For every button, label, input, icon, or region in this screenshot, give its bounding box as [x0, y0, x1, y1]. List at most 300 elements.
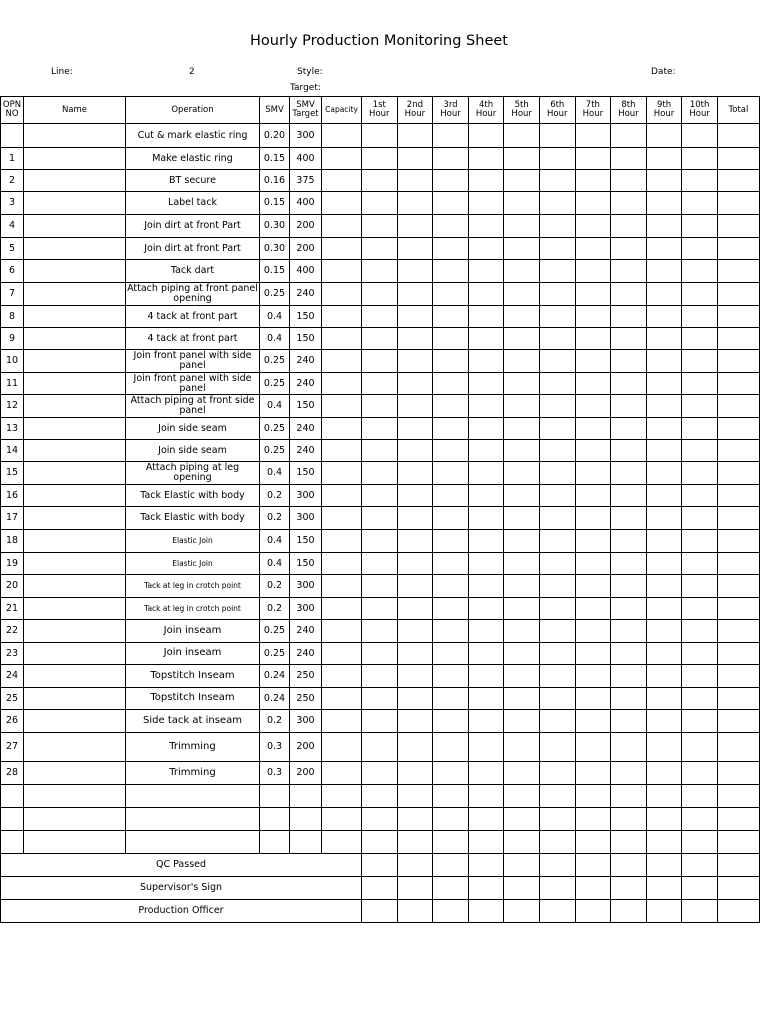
capacity-cell[interactable]: [322, 620, 362, 643]
hour-1-cell[interactable]: [362, 530, 398, 553]
total-cell[interactable]: [717, 462, 759, 485]
hour-2-cell[interactable]: [397, 688, 433, 710]
total-cell[interactable]: [717, 170, 759, 192]
hour-4-cell[interactable]: [468, 215, 504, 238]
total-cell[interactable]: [717, 485, 759, 507]
hour-8-cell[interactable]: [611, 733, 647, 762]
hour-1-cell[interactable]: [362, 665, 398, 688]
hour-3-cell[interactable]: [433, 710, 469, 733]
capacity-cell[interactable]: [322, 553, 362, 575]
hour-5-cell[interactable]: [504, 620, 540, 643]
operation-cell[interactable]: [126, 831, 260, 854]
hour-5-cell[interactable]: [504, 350, 540, 373]
hour-4-cell[interactable]: [468, 733, 504, 762]
hour-9-cell[interactable]: [646, 485, 682, 507]
hour-5-cell[interactable]: [504, 148, 540, 170]
hour-4-cell[interactable]: [468, 238, 504, 260]
hour-5-cell[interactable]: [504, 900, 540, 923]
hour-8-cell[interactable]: [611, 785, 647, 808]
hour-2-cell[interactable]: [397, 598, 433, 620]
hour-3-cell[interactable]: [433, 148, 469, 170]
hour-6-cell[interactable]: [539, 507, 575, 530]
hour-4-cell[interactable]: [468, 395, 504, 418]
capacity-cell[interactable]: [322, 785, 362, 808]
hour-8-cell[interactable]: [611, 575, 647, 598]
hour-9-cell[interactable]: [646, 215, 682, 238]
hour-1-cell[interactable]: [362, 485, 398, 507]
hour-9-cell[interactable]: [646, 643, 682, 665]
hour-6-cell[interactable]: [539, 440, 575, 462]
hour-3-cell[interactable]: [433, 620, 469, 643]
hour-5-cell[interactable]: [504, 440, 540, 462]
name-cell[interactable]: [24, 148, 126, 170]
hour-1-cell[interactable]: [362, 215, 398, 238]
capacity-cell[interactable]: [322, 643, 362, 665]
total-cell[interactable]: [717, 831, 759, 854]
hour-7-cell[interactable]: [575, 733, 611, 762]
hour-8-cell[interactable]: [611, 530, 647, 553]
hour-4-cell[interactable]: [468, 350, 504, 373]
capacity-cell[interactable]: [322, 148, 362, 170]
total-cell[interactable]: [717, 440, 759, 462]
total-cell[interactable]: [717, 643, 759, 665]
capacity-cell[interactable]: [322, 306, 362, 328]
hour-7-cell[interactable]: [575, 785, 611, 808]
hour-8-cell[interactable]: [611, 854, 647, 877]
hour-9-cell[interactable]: [646, 283, 682, 306]
hour-4-cell[interactable]: [468, 306, 504, 328]
name-cell[interactable]: [24, 238, 126, 260]
hour-6-cell[interactable]: [539, 306, 575, 328]
hour-7-cell[interactable]: [575, 688, 611, 710]
hour-7-cell[interactable]: [575, 575, 611, 598]
hour-5-cell[interactable]: [504, 373, 540, 395]
hour-2-cell[interactable]: [397, 620, 433, 643]
hour-5-cell[interactable]: [504, 598, 540, 620]
hour-9-cell[interactable]: [646, 373, 682, 395]
capacity-cell[interactable]: [322, 373, 362, 395]
hour-7-cell[interactable]: [575, 643, 611, 665]
hour-6-cell[interactable]: [539, 575, 575, 598]
hour-8-cell[interactable]: [611, 598, 647, 620]
total-cell[interactable]: [717, 733, 759, 762]
total-cell[interactable]: [717, 395, 759, 418]
hour-8-cell[interactable]: [611, 900, 647, 923]
hour-7-cell[interactable]: [575, 877, 611, 900]
hour-10-cell[interactable]: [682, 440, 718, 462]
hour-2-cell[interactable]: [397, 808, 433, 831]
name-cell[interactable]: [24, 620, 126, 643]
capacity-cell[interactable]: [322, 598, 362, 620]
hour-1-cell[interactable]: [362, 328, 398, 350]
hour-2-cell[interactable]: [397, 530, 433, 553]
hour-6-cell[interactable]: [539, 238, 575, 260]
capacity-cell[interactable]: [322, 808, 362, 831]
hour-2-cell[interactable]: [397, 900, 433, 923]
hour-6-cell[interactable]: [539, 688, 575, 710]
hour-6-cell[interactable]: [539, 900, 575, 923]
total-cell[interactable]: [717, 328, 759, 350]
hour-1-cell[interactable]: [362, 688, 398, 710]
hour-3-cell[interactable]: [433, 733, 469, 762]
hour-7-cell[interactable]: [575, 620, 611, 643]
hour-6-cell[interactable]: [539, 665, 575, 688]
hour-6-cell[interactable]: [539, 283, 575, 306]
hour-3-cell[interactable]: [433, 373, 469, 395]
hour-2-cell[interactable]: [397, 710, 433, 733]
name-cell[interactable]: [24, 373, 126, 395]
name-cell[interactable]: [24, 665, 126, 688]
hour-5-cell[interactable]: [504, 688, 540, 710]
hour-6-cell[interactable]: [539, 785, 575, 808]
hour-5-cell[interactable]: [504, 575, 540, 598]
hour-5-cell[interactable]: [504, 462, 540, 485]
total-cell[interactable]: [717, 215, 759, 238]
hour-3-cell[interactable]: [433, 328, 469, 350]
hour-6-cell[interactable]: [539, 643, 575, 665]
hour-5-cell[interactable]: [504, 643, 540, 665]
capacity-cell[interactable]: [322, 831, 362, 854]
hour-5-cell[interactable]: [504, 306, 540, 328]
total-cell[interactable]: [717, 530, 759, 553]
hour-9-cell[interactable]: [646, 762, 682, 785]
hour-8-cell[interactable]: [611, 462, 647, 485]
hour-7-cell[interactable]: [575, 238, 611, 260]
total-cell[interactable]: [717, 762, 759, 785]
hour-2-cell[interactable]: [397, 283, 433, 306]
hour-1-cell[interactable]: [362, 762, 398, 785]
hour-2-cell[interactable]: [397, 507, 433, 530]
hour-3-cell[interactable]: [433, 643, 469, 665]
capacity-cell[interactable]: [322, 350, 362, 373]
hour-10-cell[interactable]: [682, 192, 718, 215]
hour-7-cell[interactable]: [575, 124, 611, 148]
hour-3-cell[interactable]: [433, 688, 469, 710]
hour-3-cell[interactable]: [433, 507, 469, 530]
total-cell[interactable]: [717, 877, 759, 900]
hour-9-cell[interactable]: [646, 620, 682, 643]
hour-4-cell[interactable]: [468, 530, 504, 553]
capacity-cell[interactable]: [322, 418, 362, 440]
hour-9-cell[interactable]: [646, 395, 682, 418]
hour-8-cell[interactable]: [611, 373, 647, 395]
hour-9-cell[interactable]: [646, 350, 682, 373]
capacity-cell[interactable]: [322, 170, 362, 192]
hour-1-cell[interactable]: [362, 808, 398, 831]
hour-1-cell[interactable]: [362, 710, 398, 733]
hour-2-cell[interactable]: [397, 831, 433, 854]
total-cell[interactable]: [717, 124, 759, 148]
hour-1-cell[interactable]: [362, 854, 398, 877]
hour-6-cell[interactable]: [539, 620, 575, 643]
name-cell[interactable]: [24, 507, 126, 530]
hour-2-cell[interactable]: [397, 785, 433, 808]
name-cell[interactable]: [24, 553, 126, 575]
hour-5-cell[interactable]: [504, 395, 540, 418]
hour-10-cell[interactable]: [682, 733, 718, 762]
hour-2-cell[interactable]: [397, 854, 433, 877]
capacity-cell[interactable]: [322, 462, 362, 485]
hour-5-cell[interactable]: [504, 485, 540, 507]
hour-6-cell[interactable]: [539, 710, 575, 733]
hour-9-cell[interactable]: [646, 418, 682, 440]
hour-8-cell[interactable]: [611, 710, 647, 733]
hour-10-cell[interactable]: [682, 688, 718, 710]
hour-5-cell[interactable]: [504, 170, 540, 192]
capacity-cell[interactable]: [322, 395, 362, 418]
hour-6-cell[interactable]: [539, 733, 575, 762]
hour-1-cell[interactable]: [362, 643, 398, 665]
hour-10-cell[interactable]: [682, 260, 718, 283]
hour-7-cell[interactable]: [575, 418, 611, 440]
hour-8-cell[interactable]: [611, 124, 647, 148]
hour-6-cell[interactable]: [539, 328, 575, 350]
hour-1-cell[interactable]: [362, 877, 398, 900]
hour-8-cell[interactable]: [611, 418, 647, 440]
hour-10-cell[interactable]: [682, 124, 718, 148]
hour-7-cell[interactable]: [575, 260, 611, 283]
hour-2-cell[interactable]: [397, 733, 433, 762]
name-cell[interactable]: [24, 124, 126, 148]
hour-6-cell[interactable]: [539, 260, 575, 283]
hour-8-cell[interactable]: [611, 170, 647, 192]
hour-10-cell[interactable]: [682, 148, 718, 170]
hour-3-cell[interactable]: [433, 808, 469, 831]
total-cell[interactable]: [717, 575, 759, 598]
hour-9-cell[interactable]: [646, 260, 682, 283]
hour-2-cell[interactable]: [397, 260, 433, 283]
hour-8-cell[interactable]: [611, 643, 647, 665]
hour-5-cell[interactable]: [504, 418, 540, 440]
name-cell[interactable]: [24, 306, 126, 328]
hour-1-cell[interactable]: [362, 418, 398, 440]
name-cell[interactable]: [24, 170, 126, 192]
hour-7-cell[interactable]: [575, 598, 611, 620]
hour-7-cell[interactable]: [575, 507, 611, 530]
capacity-cell[interactable]: [322, 762, 362, 785]
hour-8-cell[interactable]: [611, 485, 647, 507]
hour-5-cell[interactable]: [504, 762, 540, 785]
hour-9-cell[interactable]: [646, 170, 682, 192]
hour-7-cell[interactable]: [575, 350, 611, 373]
hour-6-cell[interactable]: [539, 462, 575, 485]
hour-6-cell[interactable]: [539, 215, 575, 238]
name-cell[interactable]: [24, 710, 126, 733]
hour-4-cell[interactable]: [468, 620, 504, 643]
hour-10-cell[interactable]: [682, 328, 718, 350]
hour-4-cell[interactable]: [468, 785, 504, 808]
total-cell[interactable]: [717, 808, 759, 831]
name-cell[interactable]: [24, 530, 126, 553]
hour-5-cell[interactable]: [504, 192, 540, 215]
hour-4-cell[interactable]: [468, 328, 504, 350]
hour-9-cell[interactable]: [646, 148, 682, 170]
name-cell[interactable]: [24, 643, 126, 665]
hour-9-cell[interactable]: [646, 575, 682, 598]
capacity-cell[interactable]: [322, 733, 362, 762]
hour-1-cell[interactable]: [362, 148, 398, 170]
hour-2-cell[interactable]: [397, 553, 433, 575]
capacity-cell[interactable]: [322, 192, 362, 215]
hour-1-cell[interactable]: [362, 900, 398, 923]
hour-7-cell[interactable]: [575, 808, 611, 831]
hour-7-cell[interactable]: [575, 665, 611, 688]
hour-1-cell[interactable]: [362, 507, 398, 530]
hour-4-cell[interactable]: [468, 808, 504, 831]
hour-9-cell[interactable]: [646, 900, 682, 923]
name-cell[interactable]: [24, 260, 126, 283]
hour-1-cell[interactable]: [362, 553, 398, 575]
hour-4-cell[interactable]: [468, 260, 504, 283]
hour-2-cell[interactable]: [397, 350, 433, 373]
hour-8-cell[interactable]: [611, 688, 647, 710]
hour-9-cell[interactable]: [646, 854, 682, 877]
hour-5-cell[interactable]: [504, 665, 540, 688]
hour-3-cell[interactable]: [433, 192, 469, 215]
name-cell[interactable]: [24, 598, 126, 620]
name-cell[interactable]: [24, 733, 126, 762]
hour-8-cell[interactable]: [611, 395, 647, 418]
smv-cell[interactable]: [260, 785, 290, 808]
hour-7-cell[interactable]: [575, 395, 611, 418]
hour-3-cell[interactable]: [433, 598, 469, 620]
hour-9-cell[interactable]: [646, 598, 682, 620]
smv-target-cell[interactable]: [290, 785, 322, 808]
hour-5-cell[interactable]: [504, 831, 540, 854]
hour-3-cell[interactable]: [433, 350, 469, 373]
hour-1-cell[interactable]: [362, 170, 398, 192]
hour-2-cell[interactable]: [397, 215, 433, 238]
name-cell[interactable]: [24, 688, 126, 710]
total-cell[interactable]: [717, 688, 759, 710]
hour-9-cell[interactable]: [646, 688, 682, 710]
name-cell[interactable]: [24, 785, 126, 808]
name-cell[interactable]: [24, 762, 126, 785]
capacity-cell[interactable]: [322, 283, 362, 306]
hour-3-cell[interactable]: [433, 530, 469, 553]
hour-2-cell[interactable]: [397, 575, 433, 598]
hour-6-cell[interactable]: [539, 598, 575, 620]
total-cell[interactable]: [717, 620, 759, 643]
hour-4-cell[interactable]: [468, 877, 504, 900]
hour-10-cell[interactable]: [682, 462, 718, 485]
hour-10-cell[interactable]: [682, 762, 718, 785]
hour-2-cell[interactable]: [397, 762, 433, 785]
hour-2-cell[interactable]: [397, 148, 433, 170]
hour-8-cell[interactable]: [611, 440, 647, 462]
hour-3-cell[interactable]: [433, 215, 469, 238]
hour-8-cell[interactable]: [611, 877, 647, 900]
hour-9-cell[interactable]: [646, 877, 682, 900]
hour-2-cell[interactable]: [397, 462, 433, 485]
total-cell[interactable]: [717, 507, 759, 530]
hour-4-cell[interactable]: [468, 598, 504, 620]
hour-3-cell[interactable]: [433, 395, 469, 418]
name-cell[interactable]: [24, 283, 126, 306]
hour-6-cell[interactable]: [539, 530, 575, 553]
hour-9-cell[interactable]: [646, 507, 682, 530]
hour-4-cell[interactable]: [468, 283, 504, 306]
total-cell[interactable]: [717, 192, 759, 215]
hour-10-cell[interactable]: [682, 553, 718, 575]
hour-9-cell[interactable]: [646, 124, 682, 148]
hour-8-cell[interactable]: [611, 553, 647, 575]
hour-8-cell[interactable]: [611, 665, 647, 688]
hour-3-cell[interactable]: [433, 854, 469, 877]
hour-7-cell[interactable]: [575, 148, 611, 170]
hour-3-cell[interactable]: [433, 440, 469, 462]
hour-4-cell[interactable]: [468, 418, 504, 440]
hour-7-cell[interactable]: [575, 215, 611, 238]
hour-10-cell[interactable]: [682, 350, 718, 373]
hour-10-cell[interactable]: [682, 395, 718, 418]
hour-10-cell[interactable]: [682, 575, 718, 598]
hour-10-cell[interactable]: [682, 530, 718, 553]
hour-10-cell[interactable]: [682, 854, 718, 877]
hour-6-cell[interactable]: [539, 877, 575, 900]
hour-6-cell[interactable]: [539, 854, 575, 877]
hour-7-cell[interactable]: [575, 462, 611, 485]
hour-10-cell[interactable]: [682, 710, 718, 733]
hour-3-cell[interactable]: [433, 831, 469, 854]
total-cell[interactable]: [717, 785, 759, 808]
hour-10-cell[interactable]: [682, 170, 718, 192]
hour-8-cell[interactable]: [611, 148, 647, 170]
hour-4-cell[interactable]: [468, 192, 504, 215]
hour-1-cell[interactable]: [362, 283, 398, 306]
total-cell[interactable]: [717, 553, 759, 575]
smv-target-cell[interactable]: [290, 831, 322, 854]
hour-3-cell[interactable]: [433, 785, 469, 808]
hour-1-cell[interactable]: [362, 238, 398, 260]
hour-4-cell[interactable]: [468, 462, 504, 485]
hour-6-cell[interactable]: [539, 124, 575, 148]
hour-4-cell[interactable]: [468, 553, 504, 575]
capacity-cell[interactable]: [322, 328, 362, 350]
hour-10-cell[interactable]: [682, 418, 718, 440]
hour-4-cell[interactable]: [468, 831, 504, 854]
total-cell[interactable]: [717, 710, 759, 733]
hour-3-cell[interactable]: [433, 485, 469, 507]
hour-8-cell[interactable]: [611, 507, 647, 530]
hour-2-cell[interactable]: [397, 328, 433, 350]
operation-cell[interactable]: [126, 785, 260, 808]
hour-8-cell[interactable]: [611, 350, 647, 373]
hour-1-cell[interactable]: [362, 124, 398, 148]
name-cell[interactable]: [24, 575, 126, 598]
operation-cell[interactable]: [126, 808, 260, 831]
hour-10-cell[interactable]: [682, 306, 718, 328]
hour-9-cell[interactable]: [646, 831, 682, 854]
capacity-cell[interactable]: [322, 124, 362, 148]
hour-9-cell[interactable]: [646, 710, 682, 733]
capacity-cell[interactable]: [322, 507, 362, 530]
total-cell[interactable]: [717, 148, 759, 170]
hour-2-cell[interactable]: [397, 485, 433, 507]
smv-cell[interactable]: [260, 808, 290, 831]
hour-9-cell[interactable]: [646, 553, 682, 575]
hour-7-cell[interactable]: [575, 306, 611, 328]
hour-4-cell[interactable]: [468, 854, 504, 877]
hour-7-cell[interactable]: [575, 530, 611, 553]
hour-10-cell[interactable]: [682, 643, 718, 665]
hour-4-cell[interactable]: [468, 507, 504, 530]
hour-7-cell[interactable]: [575, 854, 611, 877]
hour-2-cell[interactable]: [397, 124, 433, 148]
hour-10-cell[interactable]: [682, 877, 718, 900]
name-cell[interactable]: [24, 831, 126, 854]
hour-1-cell[interactable]: [362, 306, 398, 328]
